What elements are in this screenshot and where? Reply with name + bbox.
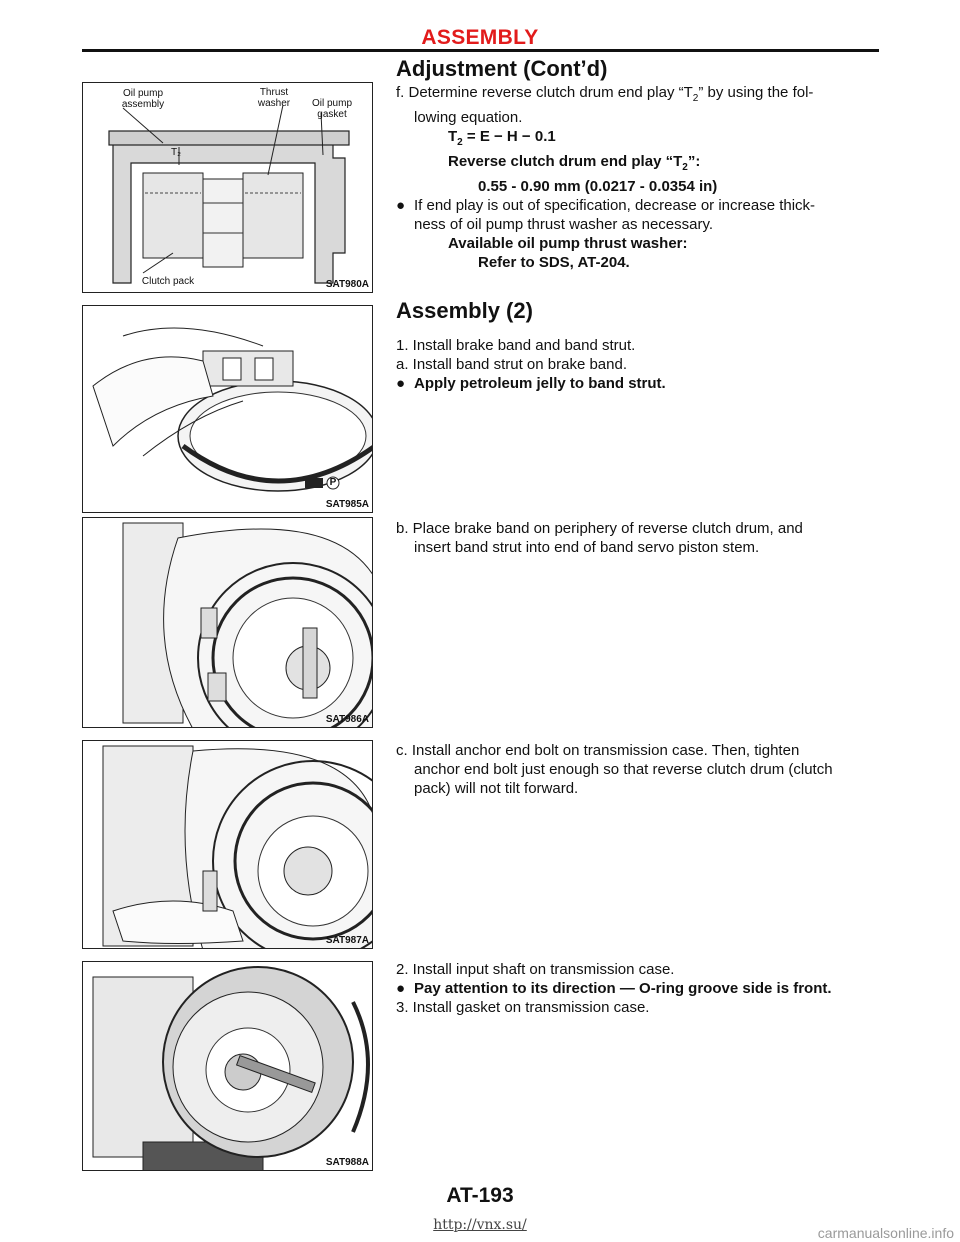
bullet-icon: ● <box>396 375 406 392</box>
step-1a: a. Install band strut on brake band. <box>396 356 627 373</box>
figure-brake-band <box>82 305 373 513</box>
page-number: AT-193 <box>446 1184 514 1207</box>
figure-oil-pump-section <box>82 82 373 293</box>
bullet-item-cont: ness of oil pump thrust washer as necessary. <box>414 216 714 233</box>
step-f-line1: f. Determine reverse clutch drum end play “$T_2$” by using the fol- <box>396 84 814 104</box>
step-3: 3. Install gasket on transmission case. <box>396 999 650 1016</box>
spec-value: 0.55 - 0.90 mm (0.0217 - 0.0354 in) <box>478 178 718 195</box>
step-1c-line2: anchor end bolt just enough so that reverse clutch drum (clutch <box>414 761 833 778</box>
bullet-item: ● If end play is out of specification, decrease or increase thick- <box>396 197 816 214</box>
band-on-drum-illustration <box>83 518 373 728</box>
step-1c-line1: c. Install anchor end bolt on transmission case. Then, tighten <box>396 742 800 759</box>
figure-band-on-drum <box>82 517 373 728</box>
bullet-icon: ● <box>396 980 406 997</box>
step-1-block <box>396 336 880 393</box>
header-rule <box>82 49 879 52</box>
petroleum-jelly-symbol: P <box>329 477 337 488</box>
step-2: 2. Install input shaft on transmission case. <box>396 961 675 978</box>
step-f-line2: lowing equation. <box>414 109 523 126</box>
step-1b-block <box>396 519 880 557</box>
step-1a-note: ● Apply petroleum jelly to band strut. <box>396 375 666 392</box>
spec-label: Reverse clutch drum end play “$T_2$”: <box>448 153 701 173</box>
figure-input-shaft <box>82 961 373 1171</box>
figure-code: SAT987A <box>325 935 369 946</box>
step-2-note: ● Pay attention to its direction — O-ring groove side is front. <box>396 980 832 997</box>
figure-code: SAT986A <box>325 714 369 725</box>
equation: $T_2 = E - H - 0.1$ <box>448 128 556 148</box>
step-1c-line3: pack) will not tilt forward. <box>414 780 579 797</box>
figure-code: SAT980A <box>325 279 369 290</box>
anchor-bolt-illustration <box>83 741 373 949</box>
label-t2: T₂ <box>171 147 181 158</box>
bullet-icon: ● <box>396 197 406 214</box>
step-2-block <box>396 960 880 1017</box>
input-shaft-illustration <box>83 962 373 1171</box>
available-washer-ref: Refer to SDS, AT-204. <box>478 254 630 271</box>
section-title: Adjustment (Cont’d) <box>396 56 608 81</box>
label-thrust-washer: Thrust washer <box>257 87 291 109</box>
figure-code: SAT985A <box>325 499 369 510</box>
step-1b-line1: b. Place brake band on periphery of reverse clutch drum, and <box>396 520 803 537</box>
figure-code: SAT988A <box>325 1157 369 1168</box>
available-washer-label: Available oil pump thrust washer: <box>448 235 688 252</box>
step-1: 1. Install brake band and band strut. <box>396 337 636 354</box>
assembly-2-heading: Assembly (2) <box>396 298 533 323</box>
label-clutch-pack: Clutch pack <box>141 276 195 287</box>
chapter-title: ASSEMBLY <box>421 26 539 49</box>
watermark: carmanualsonline.info <box>817 1225 954 1241</box>
step-f-block <box>396 83 880 272</box>
step-1b-line2: insert band strut into end of band servo piston stem. <box>414 539 760 556</box>
label-oil-pump-gasket: Oil pump gasket <box>311 98 352 120</box>
step-1c-block <box>396 741 880 798</box>
label-oil-pump-assembly: Oil pump assembly <box>121 88 165 110</box>
footer-link[interactable]: http://vnx.su/ <box>433 1217 527 1233</box>
figure-anchor-bolt <box>82 740 373 949</box>
